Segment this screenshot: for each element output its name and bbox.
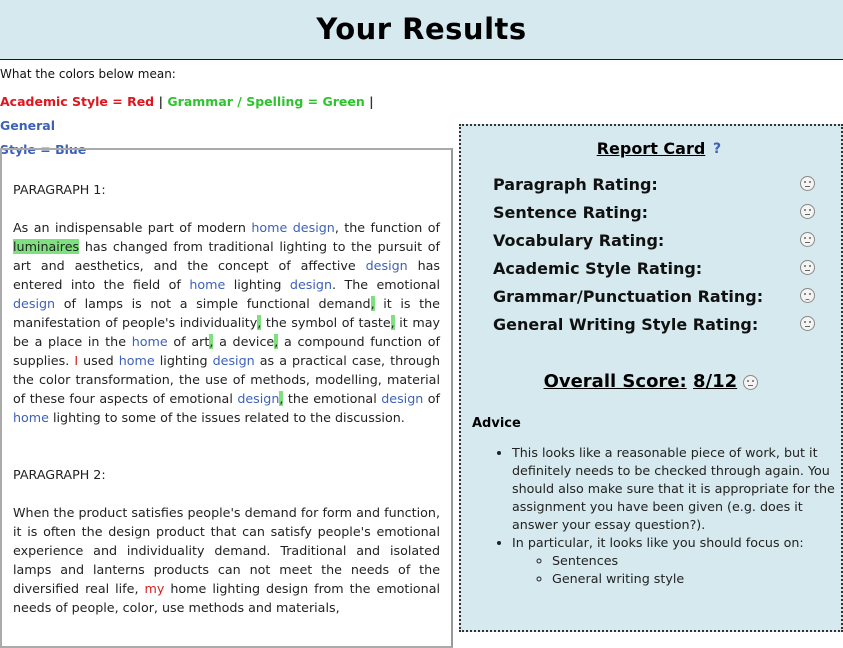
essay-text: of lamps is not a simple functional demand — [55, 296, 371, 311]
essay-text: has entered into the field of — [13, 258, 440, 292]
legend-academic: Academic Style = Red — [0, 94, 155, 109]
smiley-face-icon — [743, 375, 758, 390]
legend-general-cont: Style = Blue — [0, 142, 87, 157]
essay-text: the emotional — [283, 391, 382, 406]
grammar-highlight: , — [390, 315, 395, 330]
focus-item: ◦ Sentences — [552, 552, 842, 570]
focus-item: ◦ General writing style — [552, 570, 842, 588]
rating-label: General Writing Style Rating: — [493, 315, 759, 334]
advice-list — [472, 444, 842, 588]
essay-text: has changed from traditional lighting to the pursuit of art and aesthetics, and the concept of affective — [13, 239, 440, 273]
advice-item: • In particular, it looks like you should focus on: ◦ Sentences ◦ General writing style — [512, 534, 842, 588]
style-flag: home — [131, 334, 168, 349]
smiley-face-icon — [800, 204, 815, 219]
rating-label: Grammar/Punctuation Rating: — [493, 287, 764, 306]
legend-separator: | — [364, 94, 374, 109]
essay-text: , the function of — [334, 220, 440, 235]
grammar-highlight: , — [370, 296, 375, 311]
grammar-highlight: luminaires — [13, 239, 80, 254]
style-flag: design — [13, 296, 56, 311]
advice-heading: Advice — [472, 416, 521, 431]
essay-text: lighting — [225, 277, 290, 292]
style-flag: home — [13, 410, 49, 425]
report-card — [459, 124, 843, 632]
essay-text: as a practical case, through the color transformation, the use of methods, modelling, material of these four aspects of emotional — [13, 353, 441, 406]
style-flag: design — [365, 258, 408, 273]
rating-label: Academic Style Rating: — [493, 259, 703, 278]
essay-text: used — [78, 353, 119, 368]
legend-intro: What the colors below mean: — [0, 67, 176, 81]
style-flag: design — [237, 391, 280, 406]
essay-text: When the product satisfies people's demand for form and function, it is often the design product that can satisfy people's emotional experience and individuality demand. Traditional and isolated lamps and lanterns products can not meet the needs of the diversified real life, — [13, 505, 440, 596]
style-flag: design — [381, 391, 424, 406]
overall-score-label: Overall Score: — [543, 371, 687, 392]
essay-text: of — [423, 391, 440, 406]
grammar-highlight: , — [279, 391, 284, 406]
grammar-highlight: , — [257, 315, 262, 330]
essay-text: lighting to some of the issues related to the discussion. — [48, 410, 405, 425]
smiley-face-icon — [800, 260, 815, 275]
help-icon[interactable]: ? — [713, 141, 722, 157]
smiley-face-icon — [800, 232, 815, 247]
report-card-title: Report Card — [596, 139, 706, 158]
essay-text: the symbol of taste — [261, 315, 391, 330]
paragraph-1-label: PARAGRAPH 1: — [13, 182, 106, 197]
grammar-highlight: , — [274, 334, 279, 349]
results-header — [0, 0, 843, 60]
paragraph-2-label: PARAGRAPH 2: — [13, 467, 106, 482]
paragraph-1-text — [13, 218, 440, 427]
essay-text: of art — [167, 334, 210, 349]
essay-panel[interactable] — [0, 148, 453, 648]
style-flag: design — [212, 353, 255, 368]
style-flag: design — [289, 277, 332, 292]
essay-text: home lighting design from the emotional needs of people, color, use methods and materials, — [13, 581, 441, 615]
essay-text: it is the manifestation of people's individuality — [13, 296, 440, 330]
legend-separator: | — [154, 94, 168, 109]
page-title: Your Results — [316, 12, 527, 46]
sad-face-icon — [800, 288, 815, 303]
essay-text: a device — [213, 334, 275, 349]
legend-general: General — [0, 118, 55, 133]
style-flag: home — [189, 277, 226, 292]
overall-score-value: 8/12 — [693, 371, 738, 392]
essay-text: lighting — [154, 353, 213, 368]
style-flag: home — [118, 353, 155, 368]
essay-text: it may be a place in the — [13, 315, 440, 349]
academic-flag: I — [74, 353, 79, 368]
style-flag: home design — [251, 220, 335, 235]
grammar-highlight: , — [209, 334, 214, 349]
essay-text: a compound function of supplies. — [13, 334, 441, 368]
academic-flag: my — [144, 581, 165, 596]
essay-text: As an indispensable part of modern — [13, 220, 252, 235]
legend-grammar: Grammar / Spelling = Green — [167, 94, 365, 109]
overall-score — [461, 371, 841, 392]
rating-label: Paragraph Rating: — [493, 175, 658, 194]
smiley-face-icon — [800, 176, 815, 191]
paragraph-2-text — [13, 503, 440, 617]
advice-item: • This looks like a reasonable piece of work, but it definitely needs to be checked through again. You should also make sure that it is appropriate for the assignment you have been given (e.g. does it answer your essay question?). — [512, 444, 842, 534]
rating-label: Vocabulary Rating: — [493, 231, 665, 250]
smiley-face-icon — [800, 316, 815, 331]
rating-label: Sentence Rating: — [493, 203, 649, 222]
essay-text: . The emotional — [331, 277, 441, 292]
